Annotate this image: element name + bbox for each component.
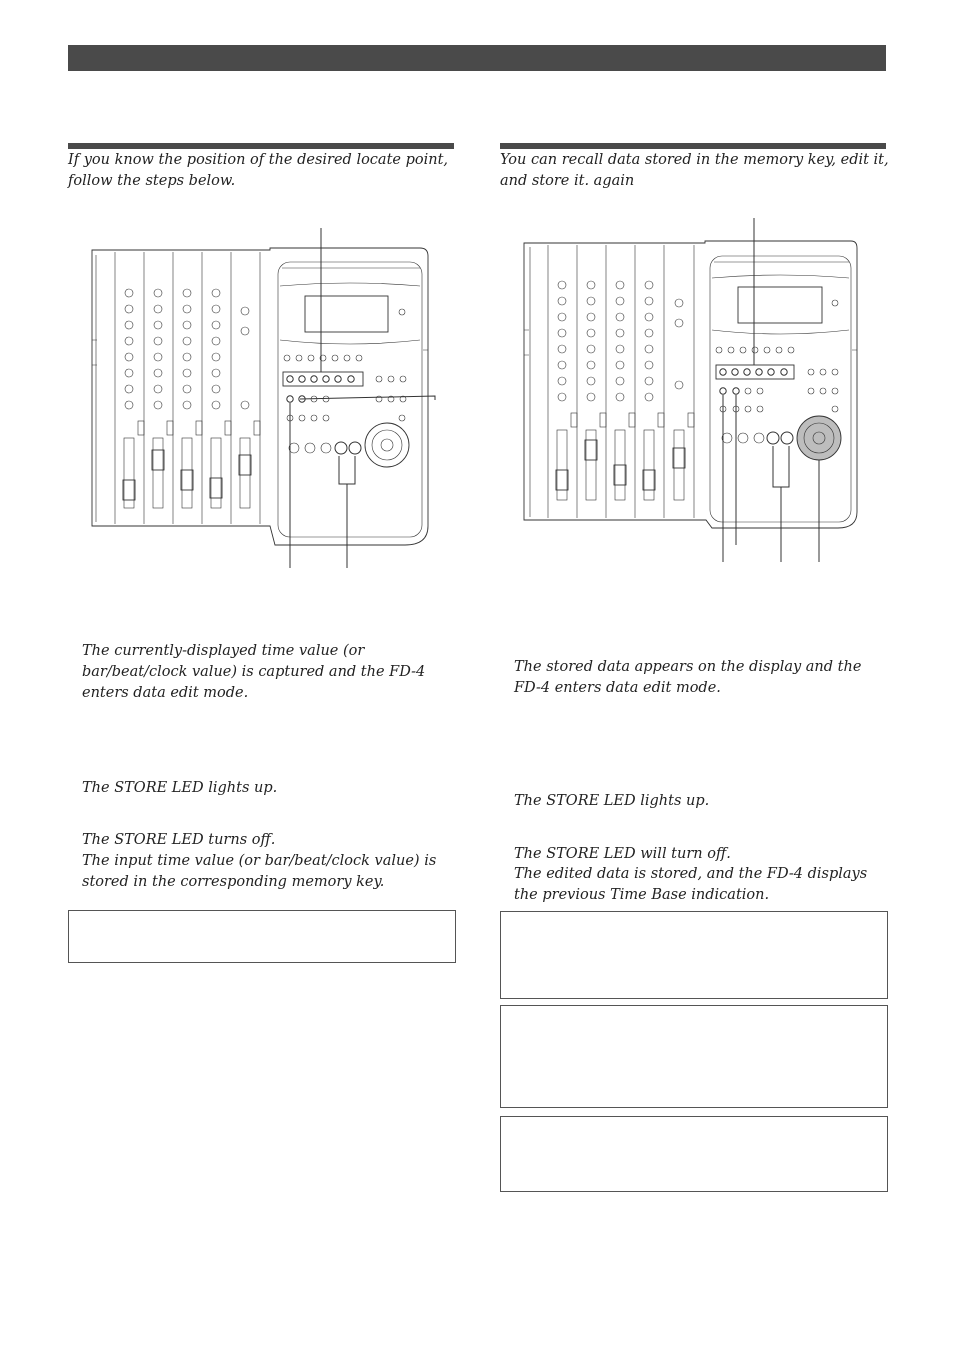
right-note-box-3 (500, 1116, 888, 1192)
left-faders (123, 421, 260, 508)
left-transport-keys (289, 442, 361, 454)
left-step3-detail: The input time value (or bar/beat/clock value) is stored in the corresponding memory key. (82, 853, 437, 890)
right-step2-result: The STORE LED lights up. (514, 793, 710, 809)
right-device-figure (520, 215, 865, 570)
right-transport-keys (722, 432, 793, 444)
right-note-box-2 (500, 1005, 888, 1108)
left-note-box (68, 910, 456, 963)
left-step1-result: The currently-displayed time value (or bar/beat/clock value) is captured and the FD-4 enters data edit mode. (82, 643, 426, 701)
left-step3-result: The STORE LED turns off. (82, 832, 276, 848)
right-jog-dial (797, 416, 841, 460)
right-step3-detail: The edited data is stored, and the FD-4 displays the previous Time Base indication. (514, 866, 868, 903)
left-channel-knobs (125, 289, 249, 409)
right-memory-keys (716, 347, 838, 412)
right-intro: You can recall data stored in the memory key, edit it, and store it. again (500, 152, 889, 189)
right-step3-result: The STORE LED will turn off. (514, 846, 731, 862)
header-bar (68, 45, 886, 71)
left-section-bar (68, 143, 454, 149)
left-intro: If you know the position of the desired locate point, follow the steps below. (68, 152, 449, 189)
left-device-figure (88, 225, 448, 575)
left-step2-result: The STORE LED lights up. (82, 780, 278, 796)
right-step1-result: The stored data appears on the display and the FD-4 enters data edit mode. (514, 659, 862, 696)
right-section-bar (500, 143, 886, 149)
left-memory-keys (283, 355, 406, 421)
right-note-box-1 (500, 911, 888, 999)
left-jog-dial (365, 423, 409, 467)
